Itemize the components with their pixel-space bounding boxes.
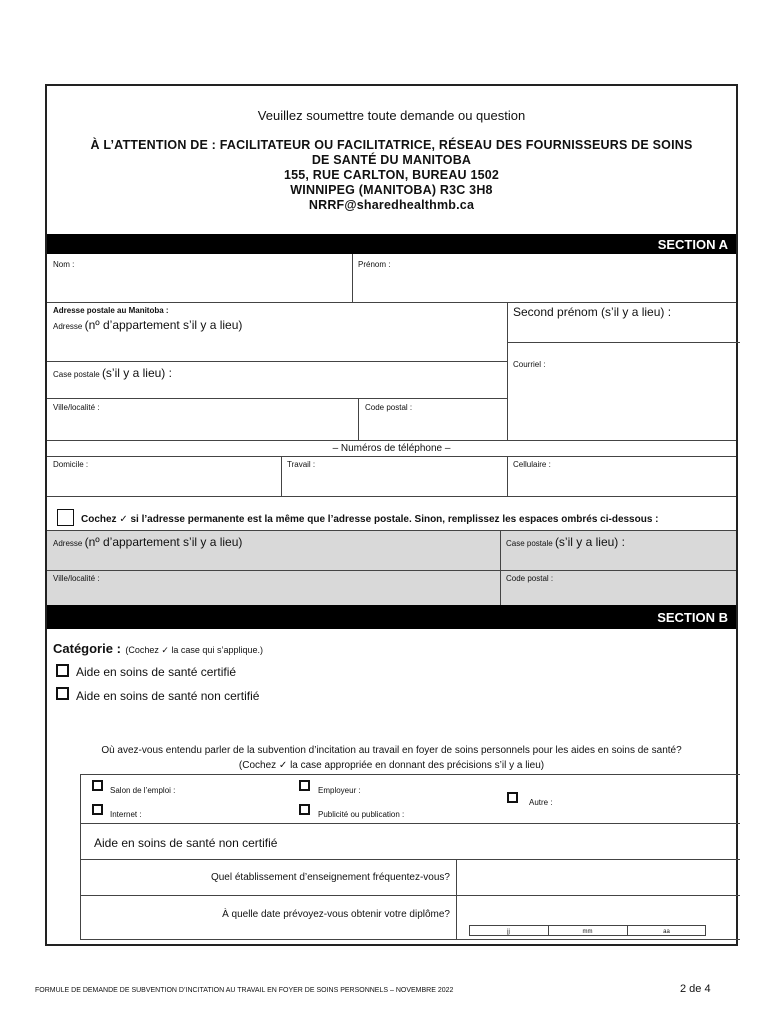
domicile-label: Domicile :	[53, 460, 89, 469]
source-question: Où avez-vous entendu parler de la subvention d’incitation au travail en foyer de soins personnels pour les aides en soins de santé?	[101, 745, 682, 756]
date-label-year: aa	[663, 929, 670, 935]
non-certifie-label: Aide en soins de santé non certifié	[76, 689, 260, 703]
internet-checkbox[interactable]	[92, 804, 103, 815]
autre-checkbox[interactable]	[507, 792, 518, 803]
mailing-heading: Adresse postale au Manitoba :	[53, 306, 169, 315]
adresse-suffix: (nº d’appartement s’il y a lieu)	[84, 318, 243, 332]
code-postal-label: Code postal :	[365, 403, 413, 412]
form-frame	[45, 84, 738, 946]
prenom-label: Prénom :	[358, 260, 391, 269]
non-certifie-heading: Aide en soins de santé non certifié	[94, 836, 278, 850]
phones-heading: – Numéros de téléphone –	[332, 443, 451, 454]
same-address-checkbox[interactable]	[57, 509, 74, 526]
travail-label: Travail :	[287, 460, 316, 469]
section-a-title: SECTION A	[657, 237, 728, 252]
categorie-row	[53, 640, 263, 658]
categorie-hint: (Cochez ✓ la case qui s’applique.)	[125, 645, 263, 655]
address-line: DE SANTÉ DU MANITOBA	[311, 153, 472, 167]
courriel-label: Courriel :	[513, 360, 546, 369]
perm-adresse-label	[53, 535, 242, 549]
etablissement-question: Quel établissement d’enseignement fréquentez-vous?	[210, 872, 450, 883]
same-address-label: Cochez ✓ si l’adresse permanente est la même que l’adresse postale. Sinon, remplissez les espaces ombrés ci-dessous :	[81, 514, 659, 525]
date-label-month: mm	[582, 929, 593, 935]
perm-ville-label: Ville/localité :	[53, 574, 100, 583]
publicite-label: Publicité ou publication :	[318, 810, 405, 819]
perm-adresse-prefix: Adresse	[53, 539, 83, 548]
source-question-hint: (Cochez ✓ la case appropriée en donnant des précisions s’il y a lieu)	[238, 760, 545, 771]
adresse-prefix: Adresse	[53, 322, 83, 331]
case-postale-prefix: Case postale	[53, 370, 100, 379]
section-a-bar	[47, 234, 736, 254]
case-postale-suffix: (s’il y a lieu) :	[101, 366, 172, 380]
adresse-label	[53, 318, 242, 332]
perm-case-postale-label	[506, 535, 625, 549]
address-line: 155, RUE CARLTON, BUREAU 1502	[283, 168, 500, 182]
perm-case-suffix: (s’il y a lieu) :	[554, 535, 625, 549]
page-number: 2 de 4	[680, 983, 711, 995]
non-certifie-checkbox[interactable]	[56, 687, 69, 700]
categorie-label: Catégorie :	[53, 641, 121, 656]
publicite-checkbox[interactable]	[299, 804, 310, 815]
footer-form-name: FORMULE DE DEMANDE DE SUBVENTION D’INCITATION AU TRAVAIL EN FOYER DE SOINS PERSONNELS – NOVEMBRE 2022	[35, 987, 454, 994]
salon-label: Salon de l’emploi :	[110, 786, 176, 795]
intro-text: Veuillez soumettre toute demande ou question	[257, 108, 526, 123]
internet-label: Internet :	[110, 810, 142, 819]
second-prenom-label: Second prénom (s’il y a lieu) :	[513, 305, 672, 319]
etablissement-field[interactable]	[457, 860, 740, 895]
salon-checkbox[interactable]	[92, 780, 103, 791]
address-line: À L’ATTENTION DE : FACILITATEUR OU FACILITATRICE, RÉSEAU DES FOURNISSEURS DE SOINS	[90, 138, 693, 152]
certifie-checkbox[interactable]	[56, 664, 69, 677]
employeur-checkbox[interactable]	[299, 780, 310, 791]
cellulaire-label: Cellulaire :	[513, 460, 551, 469]
section-b-bar	[47, 605, 736, 629]
contact-email: NRRF@sharedhealthmb.ca	[308, 198, 475, 212]
case-postale-label	[53, 366, 172, 380]
autre-label: Autre :	[529, 798, 553, 807]
perm-case-prefix: Case postale	[506, 539, 553, 548]
address-line: WINNIPEG (MANITOBA) R3C 3H8	[290, 183, 493, 197]
perm-code-postal-label: Code postal :	[506, 574, 554, 583]
source-options-box	[80, 774, 740, 824]
nom-label: Nom :	[53, 260, 75, 269]
section-b-title: SECTION B	[657, 610, 728, 625]
ville-label: Ville/localité :	[53, 403, 100, 412]
date-label-day: jj	[507, 929, 510, 935]
diplome-question: À quelle date prévoyez-vous obtenir votre diplôme?	[222, 909, 450, 920]
perm-adresse-suffix: (nº d’appartement s’il y a lieu)	[84, 535, 243, 549]
contact-address	[55, 138, 728, 213]
employeur-label: Employeur :	[318, 786, 361, 795]
diplome-date-field[interactable]	[457, 896, 740, 926]
certifie-label: Aide en soins de santé certifié	[76, 665, 237, 679]
